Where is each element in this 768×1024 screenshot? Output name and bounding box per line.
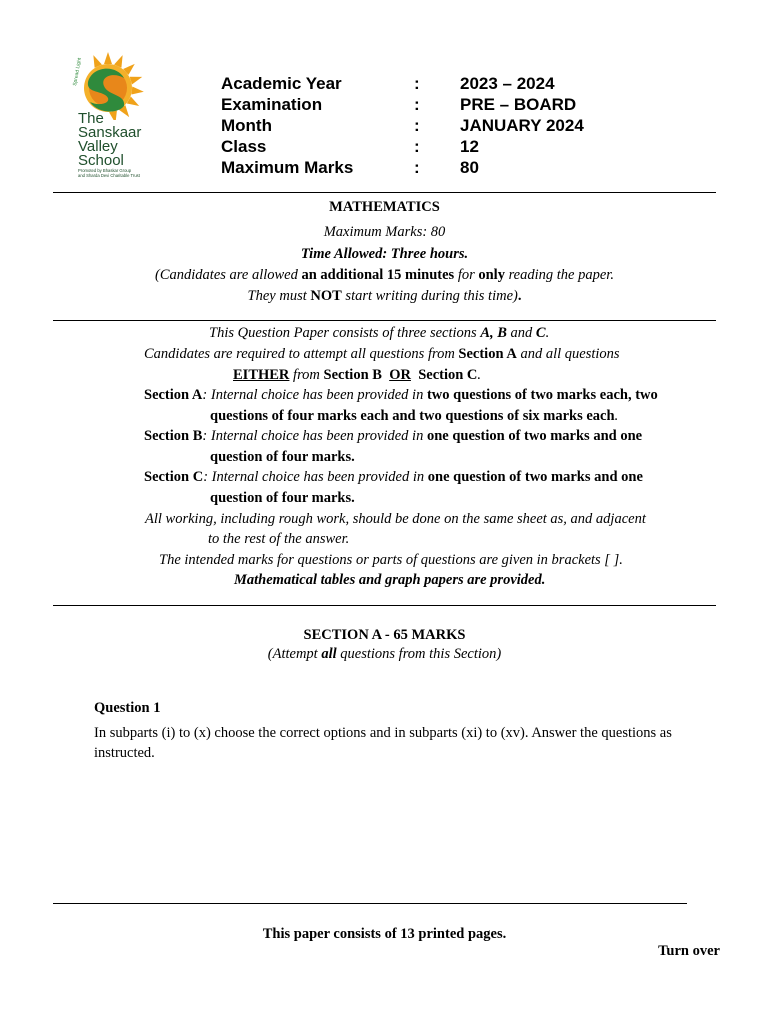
divider xyxy=(53,320,716,321)
bold-text: EITHER xyxy=(233,367,290,383)
instruction-line xyxy=(209,323,549,344)
header-value: 2023 – 2024 xyxy=(460,74,555,93)
header-label: Examination xyxy=(221,95,323,114)
instruction-line xyxy=(144,344,620,365)
school-logo xyxy=(64,50,164,180)
instruction-line xyxy=(233,365,481,386)
bold-text: an additional 15 minutes xyxy=(301,267,455,283)
text: from xyxy=(289,367,324,383)
text: and xyxy=(506,325,536,341)
bold-text: question of four marks. xyxy=(210,490,355,506)
instruction-line xyxy=(144,426,642,447)
logo-line-school: School xyxy=(78,152,124,169)
header-colon: : xyxy=(414,158,420,177)
instruction-line xyxy=(210,447,355,468)
text: . xyxy=(517,288,522,304)
header-colon: : xyxy=(414,116,420,135)
instruction-line xyxy=(144,385,658,406)
bold-text: A, B xyxy=(480,325,507,341)
header-value: 12 xyxy=(460,137,479,156)
text: questions from this Section) xyxy=(336,646,502,662)
header-value: 80 xyxy=(460,158,479,177)
text: This Question Paper consists of three sections xyxy=(209,325,481,341)
instruction-line xyxy=(144,467,643,488)
question-text: In subparts (i) to (x) choose the correct options and in subparts (xi) to (xv). Answer the questions as instructed. xyxy=(94,725,672,761)
time-allowed: Time Allowed: Three hours. xyxy=(300,246,469,262)
bold-text: Section A xyxy=(458,346,517,362)
header-label: Class xyxy=(221,137,267,156)
max-marks: Maximum Marks: 80 xyxy=(323,224,446,240)
text: They must xyxy=(247,288,311,304)
logo-arc-text: Spread Light xyxy=(72,57,83,87)
text: reading the paper. xyxy=(504,267,614,283)
bold-text: all xyxy=(321,646,337,662)
subject-title: MATHEMATICS xyxy=(329,199,440,215)
text: . xyxy=(545,325,550,341)
bold-text: questions of four marks each and two questions of six marks each xyxy=(210,408,615,424)
instruction-line xyxy=(210,406,618,427)
text: Candidates are required to attempt all questions from xyxy=(144,346,459,362)
instruction-line: The intended marks for questions or parts of questions are given in brackets [ ]. xyxy=(159,552,623,568)
header-colon: : xyxy=(414,137,420,156)
bold-text: Section C xyxy=(418,367,478,383)
header-label: Maximum Marks xyxy=(221,158,354,177)
logo-line-valley: Valley xyxy=(78,138,118,155)
question-title: Question 1 xyxy=(94,700,161,716)
text: : Internal choice has been provided in xyxy=(202,428,427,444)
text: start writing during this time) xyxy=(341,288,518,304)
header-value: PRE – BOARD xyxy=(460,95,577,114)
divider xyxy=(53,605,716,606)
bold-text: one question of two marks and one xyxy=(427,469,643,485)
text: : Internal choice has been provided in xyxy=(203,469,428,485)
reading-note xyxy=(53,265,716,286)
bold-text: Section B xyxy=(323,367,382,383)
logo-tagline-2: and Sharda Devi Charitable Trust xyxy=(78,173,140,178)
text: . xyxy=(614,408,619,424)
header-colon: : xyxy=(414,74,420,93)
instruction-line: Mathematical tables and graph papers are provided. xyxy=(234,572,546,588)
instruction-line: All working, including rough work, should be done on the same sheet as, and adjacent xyxy=(145,511,646,527)
bold-text: question of four marks. xyxy=(210,449,355,465)
text: . xyxy=(477,367,482,383)
header-label: Academic Year xyxy=(221,74,342,93)
bold-text: NOT xyxy=(310,288,342,304)
bold-text: only xyxy=(478,267,505,283)
writing-note xyxy=(53,286,716,307)
section-head: Section B xyxy=(144,428,203,444)
page-count: This paper consists of 13 printed pages. xyxy=(262,926,507,942)
bold-text: OR xyxy=(389,367,411,383)
header-value: JANUARY 2024 xyxy=(460,116,584,135)
text: (Attempt xyxy=(267,646,322,662)
divider xyxy=(53,192,716,193)
text: for xyxy=(454,267,479,283)
bold-text: two questions of two marks each, two xyxy=(426,387,658,403)
bold-text: one question of two marks and one xyxy=(426,428,643,444)
section-subtitle xyxy=(53,644,716,665)
logo-line-sanskaar: Sanskaar xyxy=(78,124,142,141)
logo-tagline-1: Promoted by Bhaskar Group xyxy=(78,168,132,173)
turn-over: Turn over xyxy=(658,943,720,959)
logo-line-the: The xyxy=(78,110,104,127)
header-label: Month xyxy=(221,116,272,135)
footer-divider xyxy=(53,903,687,904)
text: and all questions xyxy=(516,346,620,362)
instruction-line: to the rest of the answer. xyxy=(208,531,350,547)
text: : Internal choice has been provided in xyxy=(202,387,427,403)
section-head: Section C xyxy=(144,469,204,485)
text: (Candidates are allowed xyxy=(155,267,302,283)
section-title: SECTION A - 65 MARKS xyxy=(303,627,466,643)
section-head: Section A xyxy=(144,387,203,403)
instruction-line xyxy=(210,488,355,509)
header-colon: : xyxy=(414,95,420,114)
bold-text: C xyxy=(535,325,546,341)
